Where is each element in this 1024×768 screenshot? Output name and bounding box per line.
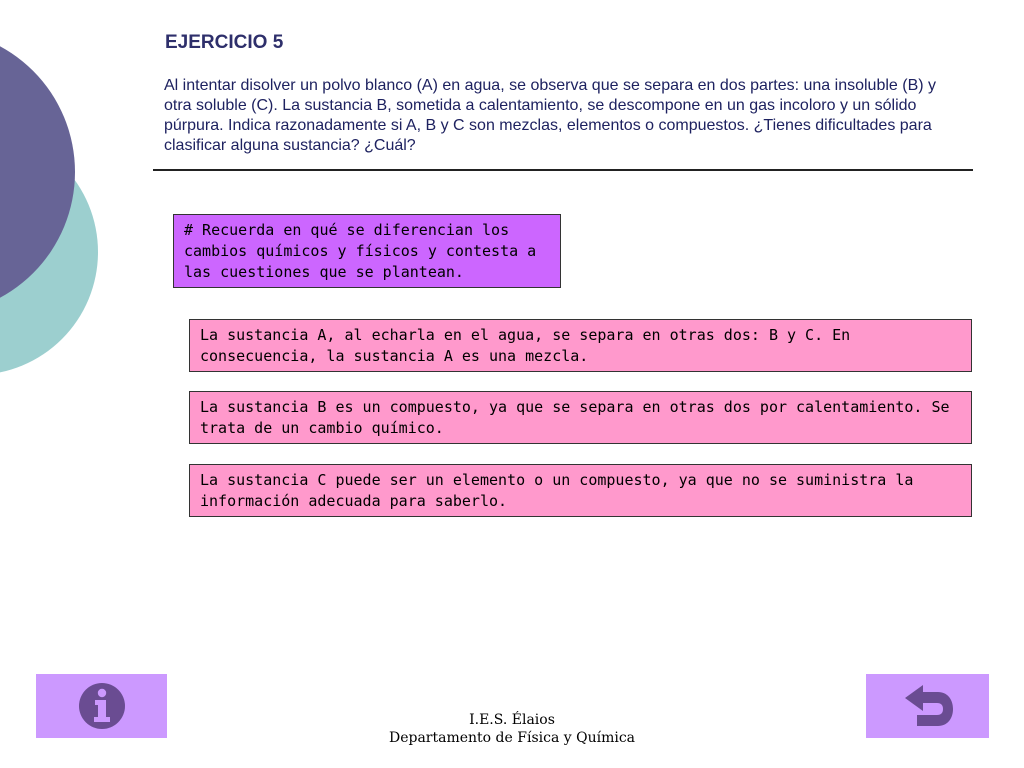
info-icon (78, 682, 126, 730)
exercise-statement: Al intentar disolver un polvo blanco (A) en agua, se observa que se separa en dos partes: una insoluble (B) y otra soluble (C). La sustancia B, sometida a calentamiento, se descompone en un gas incoloro y un sólido púrpura. Indica razonadamente si A, B y C son mezclas, elementos o compuestos. ¿Tienes dificultades para clasificar alguna sustancia? ¿Cuál? (164, 77, 937, 154)
hint-box: # Recuerda en qué se diferencian los cambios químicos y físicos y contesta a las cuestiones que se plantean. (173, 214, 561, 288)
info-button[interactable] (36, 674, 167, 738)
decorative-circles (0, 0, 110, 420)
back-button[interactable] (866, 674, 989, 738)
return-arrow-icon (901, 681, 955, 731)
answer-box-b: La sustancia B es un compuesto, ya que se separa en otras dos por calentamiento. Se trata de un cambio químico. (189, 391, 972, 444)
department-name: Departamento de Física y Química (388, 730, 636, 746)
school-name: I.E.S. Élaios (469, 712, 555, 728)
exercise-title: EJERCICIO 5 (165, 32, 284, 53)
divider-line (153, 169, 973, 171)
footer (312, 711, 712, 747)
answer-box-a: La sustancia A, al echarla en el agua, se separa en otras dos: B y C. En consecuencia, la sustancia A es una mezcla. (189, 319, 972, 372)
answer-box-c: La sustancia C puede ser un elemento o un compuesto, ya que no se suministra la información adecuada para saberlo. (189, 464, 972, 517)
